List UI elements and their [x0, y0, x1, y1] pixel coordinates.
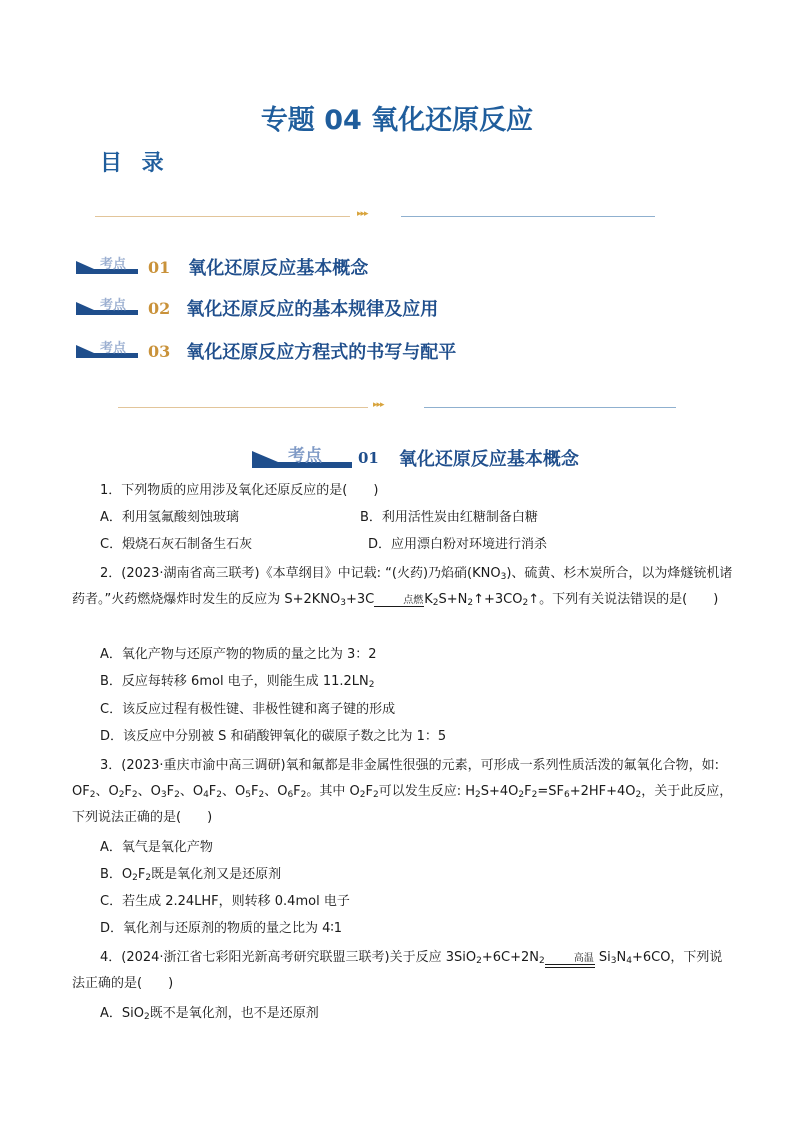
q1-option-c: C．煅烧石灰石制备生石灰 — [100, 537, 253, 552]
q2-option-a: A．氧化产物与还原产物的物质的量之比为 3：2 — [100, 647, 377, 662]
kaodian-badge: 考点 — [76, 301, 138, 315]
q2-option-d: D．该反应中分别被 S 和硝酸钾氧化的碳原子数之比为 1：5 — [100, 729, 447, 744]
reaction-condition: 高温 — [545, 954, 595, 968]
toc-text: 氧化还原反应的基本规律及应用 — [186, 299, 439, 320]
page-title: 专题 04 氧化还原反应 — [260, 105, 534, 136]
q3-option-b: B．$O_2F_2$既是氧化剂又是还原剂 — [100, 867, 282, 883]
toc-item-02[interactable] — [76, 297, 438, 319]
divider-bottom: ▸▸▸ — [118, 403, 676, 413]
q3-option-a: A．氧气是氧化产物 — [100, 840, 213, 855]
q3-option-c: C．若生成 2.24LHF，则转移 0.4mol 电子 — [100, 894, 350, 909]
kaodian-badge: 考点 — [76, 260, 138, 274]
toc-num: 03 — [148, 341, 171, 361]
section-header — [252, 445, 579, 471]
question-2-stem: 2．(2023·湖南省高三联考)《本草纲目》中记载: “(火药)乃焰硝$(KNO_3)$、硫黄、杉木炭所合，以为烽燧铳机诸药者。”火药燃烧爆炸时发生的反应为 $S+2KNO_3+3C$ 点燃 $K_2S+N_2↑+3CO_2↑$。下列有关说法错误的是( ) — [72, 566, 733, 608]
kaodian-badge: 考点 — [76, 344, 138, 358]
q2-option-c: C．该反应过程有极性键、非极性键和离子键的形成 — [100, 702, 396, 717]
section-num: 01 — [358, 449, 379, 467]
kaodian-badge: 考点 — [252, 448, 352, 468]
toc-text: 氧化还原反应基本概念 — [188, 258, 369, 279]
q4-option-a: A．SiO$_2$既不是氧化剂，也不是还原剂 — [100, 1006, 319, 1022]
section-title: 氧化还原反应基本概念 — [398, 449, 579, 470]
reaction-condition: 点燃 — [374, 596, 424, 607]
toc-num: 01 — [148, 257, 171, 277]
q1-option-a: A．利用氢氟酸刻蚀玻璃 — [100, 510, 239, 525]
divider-arrows: ▸▸▸ — [357, 209, 368, 219]
question-3-stem: 3．(2023·重庆市渝中高三调研)氧和氟都是非金属性很强的元素，可形成一系列性质活泼的氟氧化合物，如: $OF_2$、$O_2F_2$、$O_3F_2$、$O_4F_2$、$O_5F_2$、$O_6F_2$。其中 $O_2F_2$可以发生反应: $H_2S+4O_2F_2=SF_6+2HF+4O_2$，关于此反应，下列说法正确的是( ) — [72, 758, 733, 825]
divider-top — [95, 209, 655, 222]
q1-option-d: D．应用漂白粉对环境进行消杀 — [368, 537, 548, 552]
toc-text: 氧化还原反应方程式的书写与配平 — [186, 342, 457, 363]
toc-num: 02 — [148, 298, 171, 318]
q2-option-b: B．反应每转移 6mol 电子，则能生成 $11.2LN_2$ — [100, 674, 375, 690]
question-1-stem: 1．下列物质的应用涉及氧化还原反应的是( ) — [100, 483, 379, 498]
toc-item-01[interactable] — [76, 256, 368, 278]
q3-option-d: D．氧化剂与还原剂的物质的量之比为 4∶1 — [100, 921, 343, 936]
toc-title: 目 录 — [100, 151, 170, 176]
q1-option-b: B．利用活性炭由红糖制备白糖 — [360, 510, 538, 525]
question-4-stem: 4．(2024·浙江省七彩阳光新高考研究联盟三联考)关于反应 $3SiO_2+6C+2N_2$ 高温 $Si_3N_4+6CO$，下列说法正确的是( ) — [72, 950, 723, 991]
toc-item-03[interactable] — [76, 340, 456, 362]
